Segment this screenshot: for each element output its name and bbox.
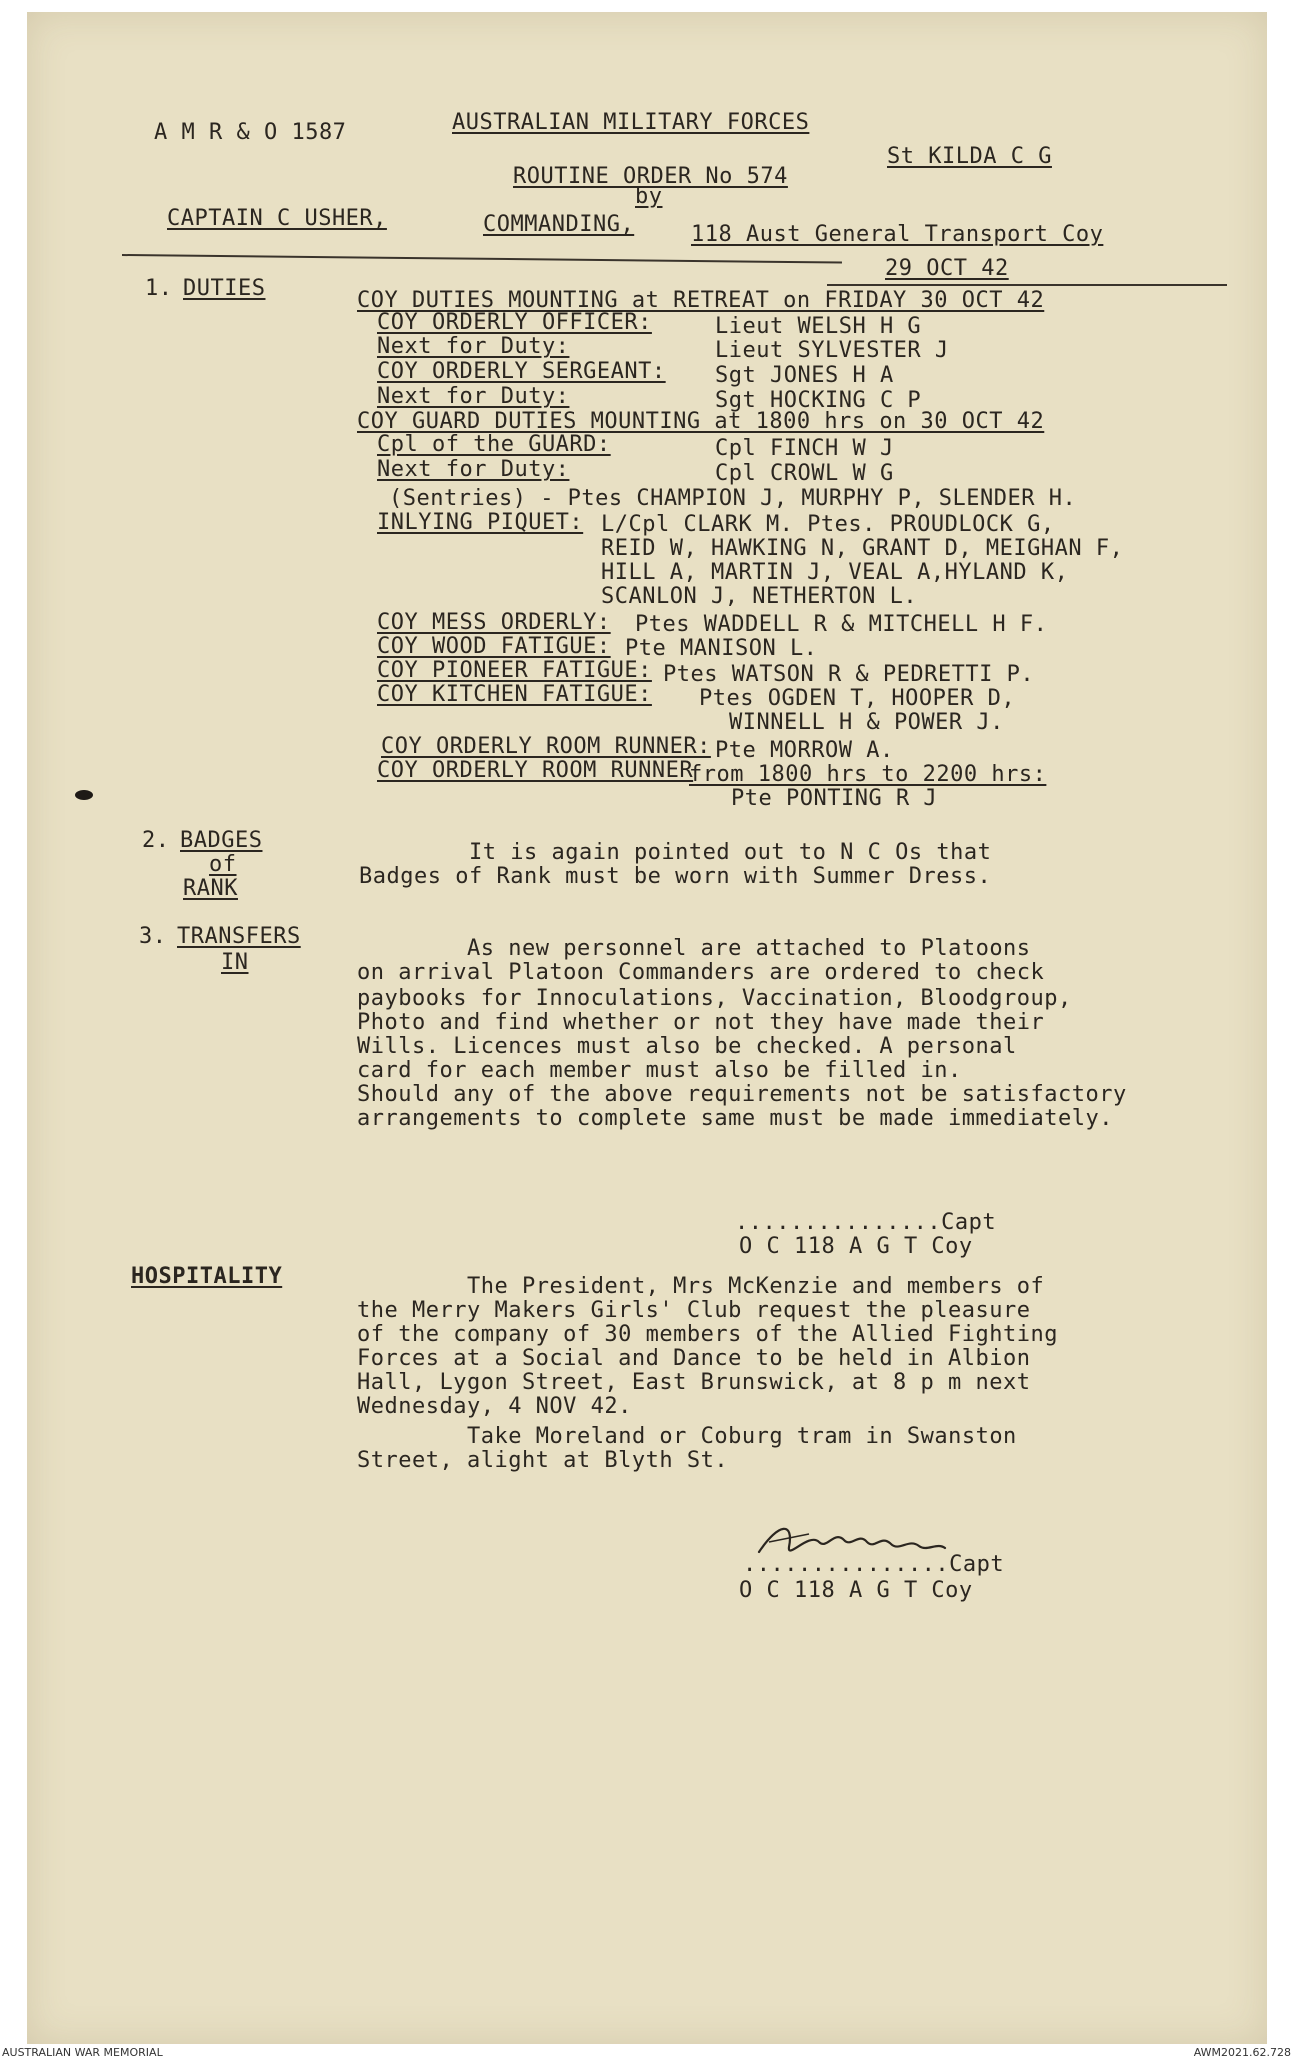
room-runner-2-label: COY ORDERLY ROOM RUNNER: [377, 758, 694, 783]
kitchen-fatigue-names-1: Ptes OGDEN T, HOOPER D,: [699, 686, 1016, 711]
badges-heading-2: of: [209, 852, 237, 877]
hospitality-line-6: Wednesday, 4 NOV 42.: [357, 1394, 632, 1419]
wood-fatigue-label: COY WOOD FATIGUE:: [377, 634, 611, 659]
room-runner-2-name: Pte PONTING R J: [731, 786, 938, 811]
orderly-sergeant-label: COY ORDERLY SERGEANT:: [377, 359, 666, 384]
transfers-line-2: on arrival Platoon Commanders are ordered to check: [357, 960, 1045, 985]
header-rule-right: [827, 284, 1227, 286]
hospitality-line-1: The President, Mrs McKenzie and members of: [467, 1274, 1045, 1299]
hospitality-line-2: the Merry Makers Girls' Club request the pleasure: [357, 1298, 1031, 1323]
sign-2-unit: O C 118 A G T Coy: [739, 1578, 973, 1603]
sign-1-unit: O C 118 A G T Coy: [739, 1234, 973, 1259]
transfers-heading-1: TRANSFERS: [177, 924, 301, 949]
orderly-sergeant-name: Sgt JONES H A: [715, 363, 894, 388]
hospitality-line-4: Forces at a Social and Dance to be held in Albion: [357, 1346, 1031, 1371]
sign-2-dots: ...............Capt: [743, 1552, 1005, 1577]
pioneer-fatigue-names: Ptes WATSON R & PEDRETTI P.: [663, 662, 1035, 687]
kitchen-fatigue-names-2: WINNELL H & POWER J.: [729, 710, 1004, 735]
guard-cpl-label: Cpl of the GUARD:: [377, 432, 611, 457]
unit-name: 118 Aust General Transport Coy: [691, 222, 1104, 247]
pioneer-fatigue-label: COY PIONEER FATIGUE:: [377, 658, 652, 683]
punch-hole: [75, 790, 93, 800]
transfers-line-1: As new personnel are attached to Platoons: [467, 936, 1031, 961]
header-rule: [122, 254, 842, 264]
hospitality-line-7: Take Moreland or Coburg tram in Swanston: [467, 1424, 1017, 1449]
badges-line-2: Badges of Rank must be worn with Summer Dress.: [359, 864, 992, 889]
transfers-line-8: arrangements to complete same must be made immediately.: [357, 1106, 1113, 1131]
guard-next-label: Next for Duty:: [377, 457, 570, 482]
room-runner-name: Pte MORROW A.: [715, 738, 894, 763]
piquet-line-3: HILL A, MARTIN J, VEAL A,HYLAND K,: [601, 560, 1069, 585]
transfers-line-5: Wills. Licences must also be checked. A personal: [357, 1034, 1017, 1059]
guard-next-name: Cpl CROWL W G: [715, 461, 894, 486]
mess-orderly-label: COY MESS ORDERLY:: [377, 610, 611, 635]
officer-next-label: Next for Duty:: [377, 334, 570, 359]
wood-fatigue-names: Pte MANISON L.: [625, 636, 818, 661]
footer-source: AUSTRALIAN WAR MEMORIAL: [2, 2046, 163, 2059]
header-location: St KILDA C G: [887, 144, 1052, 169]
inlying-piquet-label: INLYING PIQUET:: [377, 510, 584, 535]
room-runner-2-hours: from 1800 hrs to 2200 hrs:: [689, 762, 1047, 787]
hospitality-line-8: Street, alight at Blyth St.: [357, 1448, 729, 1473]
sign-1-dots: ...............Capt: [735, 1210, 997, 1235]
badges-number: 2.: [142, 828, 170, 853]
duty-mounting-line: COY DUTIES MOUNTING at RETREAT on FRIDAY 30 OCT 42: [357, 288, 1045, 313]
commander-name: CAPTAIN C USHER,: [167, 206, 387, 231]
badges-heading-3: RANK: [183, 876, 238, 901]
sentries-line: (Sentries) - Ptes CHAMPION J, MURPHY P, SLENDER H.: [389, 486, 1077, 511]
guard-cpl-name: Cpl FINCH W J: [715, 436, 894, 461]
order-date: 29 OCT 42: [885, 256, 1009, 281]
hospitality-line-5: Hall, Lygon Street, East Brunswick, at 8 p m next: [357, 1370, 1031, 1395]
room-runner-label: COY ORDERLY ROOM RUNNER:: [381, 734, 711, 759]
transfers-heading-2: IN: [221, 950, 249, 975]
badges-line-1: It is again pointed out to N C Os that: [469, 840, 992, 865]
mess-orderly-names: Ptes WADDELL R & MITCHELL H F.: [635, 612, 1048, 637]
orderly-officer-label: COY ORDERLY OFFICER:: [377, 310, 652, 335]
sergeant-next-label: Next for Duty:: [377, 384, 570, 409]
transfers-line-4: Photo and find whether or not they have made their: [357, 1010, 1045, 1035]
sergeant-next-name: Sgt HOCKING C P: [715, 388, 922, 413]
transfers-line-6: card for each member must also be filled in.: [357, 1058, 962, 1083]
document-page: [27, 12, 1267, 2044]
header-org: AUSTRALIAN MILITARY FORCES: [452, 110, 810, 135]
header-ref: A M R & O 1587: [154, 120, 347, 145]
hospitality-line-3: of the company of 30 members of the Allied Fighting: [357, 1322, 1059, 1347]
hospitality-heading: HOSPITALITY: [131, 1264, 283, 1289]
piquet-line-4: SCANLON J, NETHERTON L.: [601, 584, 918, 609]
order-by: by: [635, 184, 663, 209]
duties-number: 1.: [145, 276, 173, 301]
transfers-line-3: paybooks for Innoculations, Vaccination, Bloodgroup,: [357, 986, 1072, 1011]
badges-heading-1: BADGES: [180, 828, 263, 853]
piquet-line-2: REID W, HAWKING N, GRANT D, MEIGHAN F,: [601, 536, 1124, 561]
commanding-label: COMMANDING,: [483, 212, 635, 237]
duties-heading: DUTIES: [183, 276, 266, 301]
transfers-number: 3.: [139, 924, 167, 949]
order-title: ROUTINE ORDER No 574: [513, 164, 788, 189]
orderly-officer-name: Lieut WELSH H G: [715, 314, 922, 339]
officer-next-name: Lieut SYLVESTER J: [715, 338, 949, 363]
piquet-line-1: L/Cpl CLARK M. Ptes. PROUDLOCK G,: [601, 512, 1055, 537]
guard-mounting-line: COY GUARD DUTIES MOUNTING at 1800 hrs on 30 OCT 42: [357, 409, 1045, 434]
footer-id: AWM2021.62.728: [1193, 2046, 1291, 2059]
transfers-line-7: Should any of the above requirements not be satisfactory: [357, 1082, 1127, 1107]
kitchen-fatigue-label: COY KITCHEN FATIGUE:: [377, 682, 652, 707]
